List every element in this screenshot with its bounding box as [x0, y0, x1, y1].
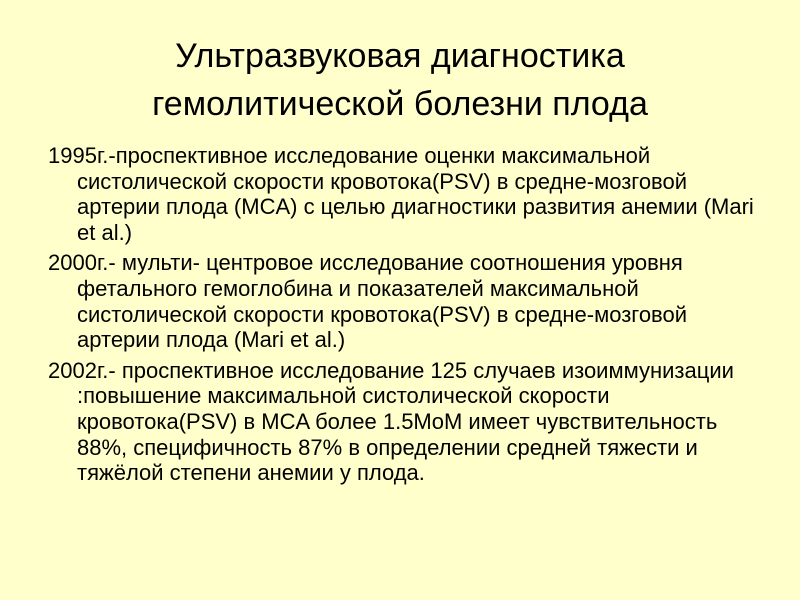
slide-title-line: гемолитической болезни плода: [152, 85, 648, 123]
list-item: 2000г.- мульти- центровое исследование соотношения уровня фетального гемоглобина и показателей максимальной систолической скорости кровотока(PSV) в средне-мозговой артерии плода (Mari et al.): [48, 250, 688, 353]
list-item: 1995г.-проспективное исследование оценки максимальной систолической скорости кровотока(PSV) в средне-мозговой артерии плода (MCA) с целью диагностики развития анемии (Mari et al.): [48, 143, 754, 245]
slide-title: [0, 32, 800, 128]
slide-body: [48, 143, 768, 491]
slide-title-line: Ультразвуковая диагностика: [175, 37, 625, 75]
list-item: 2002г.- проспективное исследование 125 случаев изоиммунизации :повышение максимальной систолической скорости кровотока(PSV) в MCA более 1.5MoM имеет чувствительность 88%, специфичность 87% в определении средней тяжести и тяжёлой степени анемии у плода.: [48, 357, 734, 486]
